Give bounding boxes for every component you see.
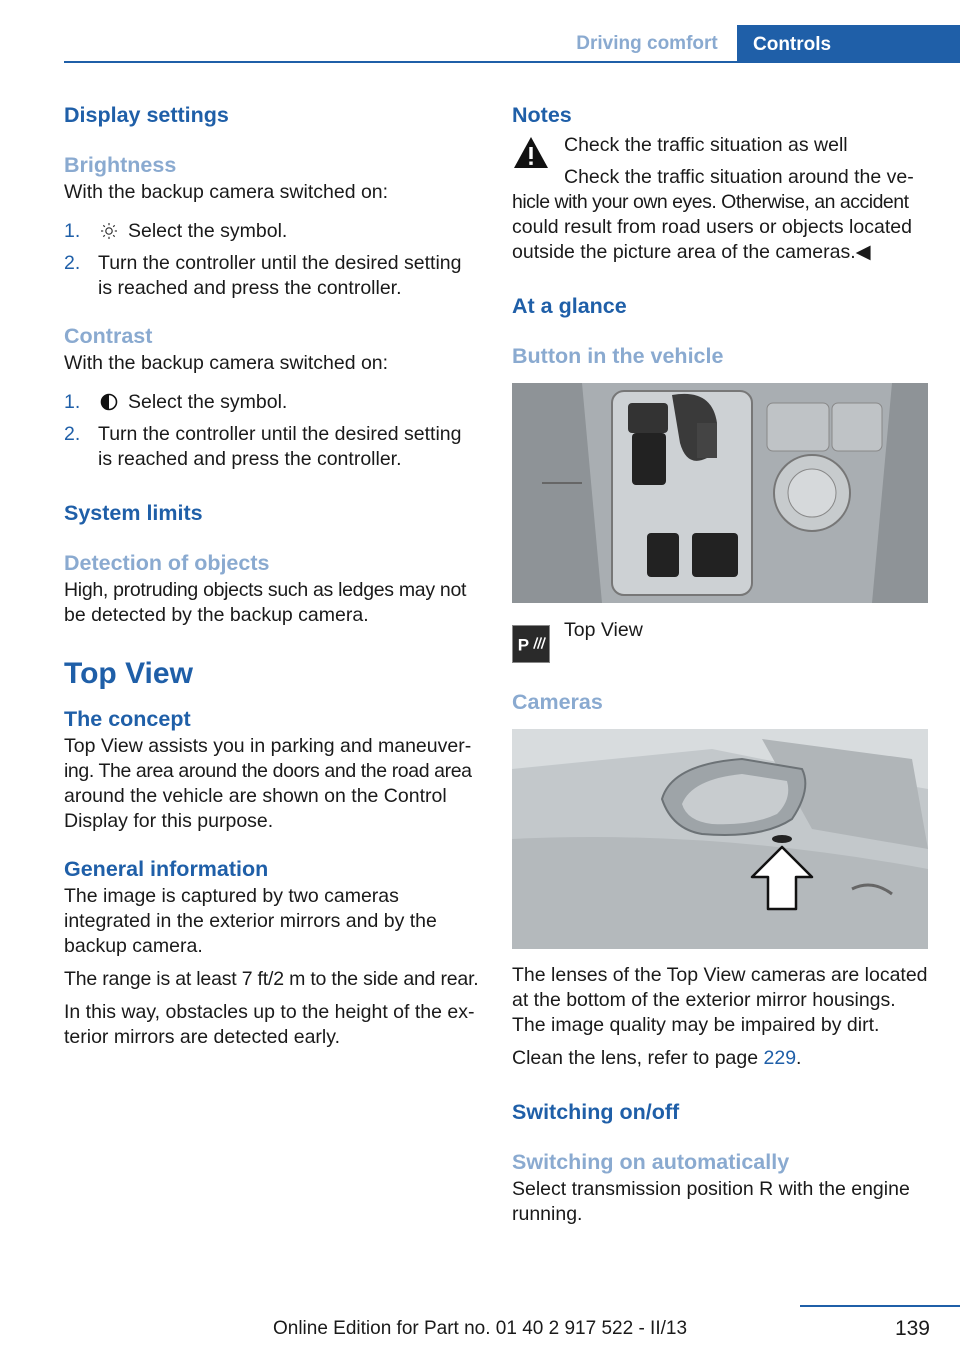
display-settings-heading: Display settings (64, 103, 229, 127)
contrast-heading: Contrast (64, 324, 153, 348)
general-text-line: backup camera. (64, 935, 203, 957)
cameras-heading: Cameras (512, 690, 603, 714)
concept-text-line: Top View assists you in parking and maneuver- (64, 735, 472, 757)
exterior-mirror-image (512, 729, 928, 949)
general-text-line: integrated in the exterior mirrors and by the (64, 910, 437, 932)
general-text-line: terior mirrors are detected early. (64, 1026, 340, 1048)
concept-heading: The concept (64, 707, 191, 731)
top-view-caption: Top View (564, 619, 643, 641)
page-reference-link[interactable]: 229 (763, 1047, 797, 1069)
auto-text-line: running. (512, 1203, 583, 1225)
warning-text-line: outside the picture area of the cameras.◀ (512, 241, 871, 263)
general-text-line: In this way, obstacles up to the height of the ex- (64, 1001, 475, 1023)
svg-text:P: P (517, 635, 530, 655)
detection-heading: Detection of objects (64, 551, 270, 575)
contrast-intro: With the backup camera switched on: (64, 352, 389, 374)
step-number: 2. (64, 423, 81, 445)
header-rule (64, 61, 960, 63)
detection-text-line: be detected by the backup camera. (64, 604, 369, 626)
console-button-photo (512, 383, 928, 603)
contrast-steps (64, 390, 484, 472)
list-item (64, 390, 484, 415)
footer-rule (800, 1305, 960, 1307)
range-text: The range is at least 7 ft/2 m to the side and rear. (64, 968, 479, 990)
warning-text-line: could result from road users or objects located (512, 216, 912, 238)
lenses-text-line: The lenses of the Top View cameras are located (512, 964, 928, 986)
switching-heading: Switching on/off (512, 1100, 680, 1124)
lenses-text-line: at the bottom of the exterior mirror housings. (512, 989, 896, 1011)
warning-block (512, 130, 930, 190)
at-a-glance-heading: At a glance (512, 294, 627, 318)
header-chapter-tab[interactable] (737, 25, 960, 63)
warning-text-line: Check the traffic situation around the ve- (564, 166, 914, 188)
step-number: 1. (64, 391, 81, 413)
top-view-button-legend (512, 619, 930, 663)
concept-text-line: Display for this purpose. (64, 810, 274, 832)
lenses-text-line: The image quality may be impaired by dirt. (512, 1014, 880, 1036)
concept-text-line: around the vehicle are shown on the Control (64, 785, 447, 807)
clean-lens-text: Clean the lens, refer to page 229. (512, 1047, 802, 1069)
switch-on-auto-heading: Switching on automatically (512, 1150, 790, 1174)
auto-text-line: Select transmission position R with the engine (512, 1178, 910, 1200)
step-text: is reached and press the controller. (98, 277, 402, 299)
detection-text-line: High, protruding objects such as ledges may not (64, 579, 467, 601)
step-text: Select the symbol. (128, 391, 288, 413)
list-item (64, 422, 484, 472)
header-section-tab[interactable] (558, 25, 736, 61)
step-text: Select the symbol. (128, 220, 288, 242)
header-section-label: Driving comfort (576, 32, 718, 54)
system-limits-heading: System limits (64, 501, 203, 525)
center-console-image (512, 383, 928, 603)
concept-text-line: ing. The area around the doors and the road area (64, 760, 472, 782)
step-text: Turn the controller until the desired setting (98, 252, 462, 274)
step-text: Turn the controller until the desired setting (98, 423, 462, 445)
step-number: 1. (64, 220, 81, 242)
list-item (64, 251, 484, 301)
general-info-heading: General information (64, 857, 269, 881)
mirror-camera-photo (512, 729, 928, 949)
warning-text-line: hicle with your own eyes. Otherwise, an accident (512, 191, 909, 213)
header-chapter-label: Controls (753, 33, 832, 55)
warning-triangle-icon (512, 134, 550, 172)
top-view-title: Top View (64, 657, 193, 690)
brightness-icon (100, 222, 118, 240)
contrast-icon (100, 393, 118, 411)
step-number: 2. (64, 252, 81, 274)
left-column (64, 100, 484, 1050)
brightness-heading: Brightness (64, 153, 177, 177)
edition-footer: Online Edition for Part no. 01 40 2 917 522 - II/13 (272, 1318, 688, 1339)
brightness-steps (64, 219, 484, 301)
notes-heading: Notes (512, 103, 572, 127)
general-text-line: The image is captured by two cameras (64, 885, 399, 907)
right-column (512, 100, 930, 1227)
warning-title: Check the traffic situation as well (564, 134, 848, 156)
top-view-button-icon (512, 625, 550, 663)
list-item (64, 219, 484, 244)
page-number: 139 (894, 1317, 930, 1340)
brightness-intro: With the backup camera switched on: (64, 181, 389, 203)
button-in-vehicle-heading: Button in the vehicle (512, 344, 724, 368)
step-text: is reached and press the controller. (98, 448, 402, 470)
